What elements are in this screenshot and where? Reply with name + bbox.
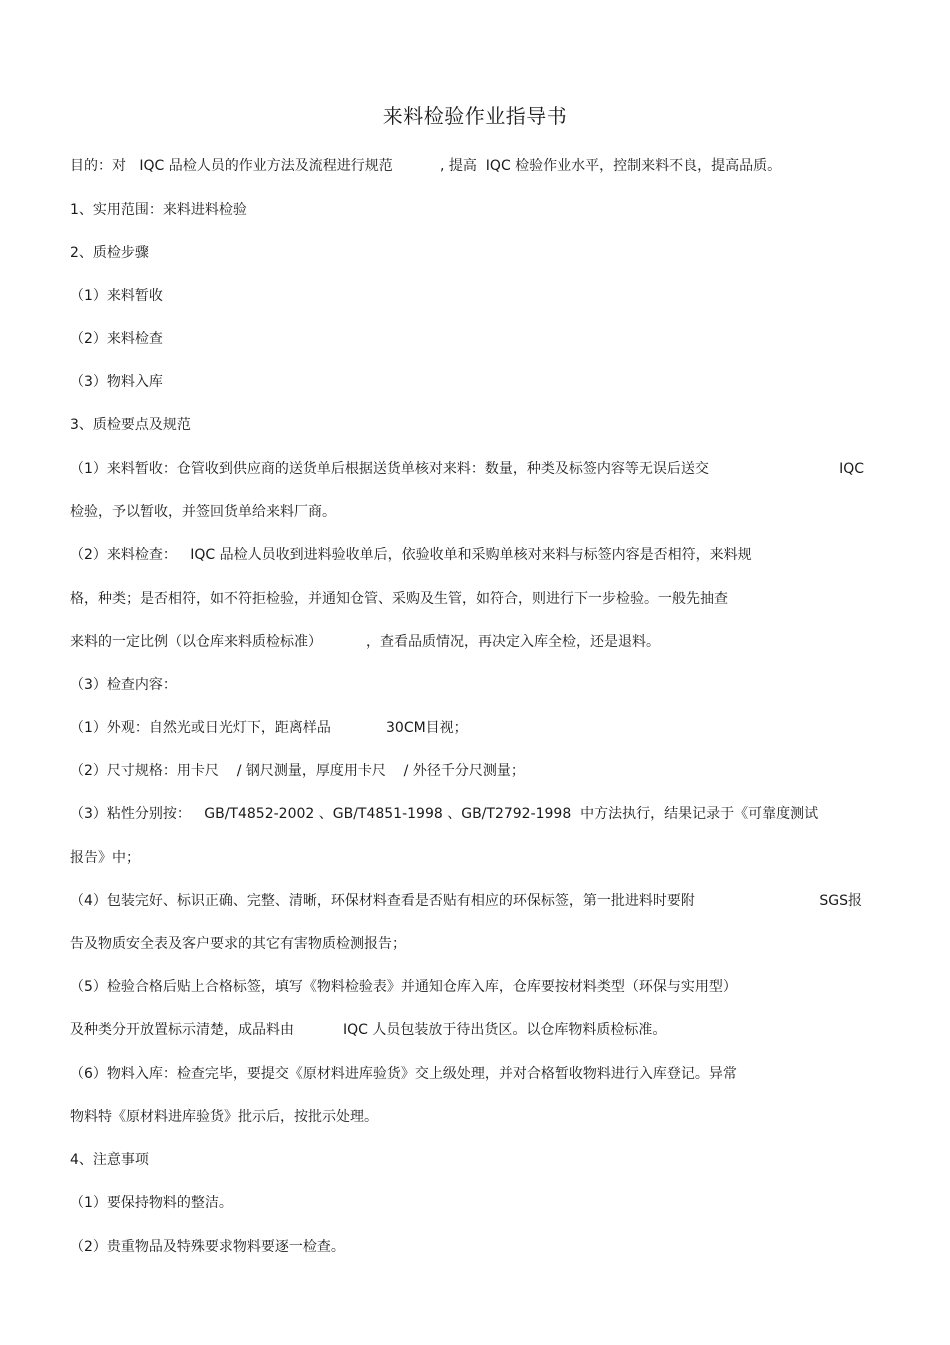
check-item-adhesion: （3）粘性分别按： GB/T4852-2002 、GB/T4851-1998 、GB/T2792-1998 中方法执行，结果记录于《可靠度测试 [70,806,819,822]
section1-scope: 1、实用范围：来料进料检验 [70,202,247,218]
check-item-packaging: 告及物质安全表及客户要求的其它有害物质检测报告； [70,936,406,952]
check-item-labeling: 及种类分开放置标示清楚，成品料由 [70,1022,294,1038]
check-item-dimensions: （2）尺寸规格：用卡尺 / 钢尺测量，厚度用卡尺 / 外径千分尺测量； [70,763,525,779]
section4-item: （2）贵重物品及特殊要求物料要逐一检查。 [70,1239,345,1255]
section3-p1-line: （1）来料暂收：仓管收到供应商的送货单后根据送货单核对来料：数量，种类及标签内容等无误后送交 [70,461,709,477]
section3-p2-line: 来料的一定比例（以仓库来料质检标准） [70,634,322,650]
section3-p2-line: ，查看品质情况，再决定入库全检，还是退料。 [366,634,660,650]
check-item-labeling: （5）检验合格后贴上合格标签，填写《物料检验表》并通知仓库入库，仓库要按材料类型（环保与实用型） [70,979,737,995]
section4-item: （1）要保持物料的整洁。 [70,1195,233,1211]
section3-heading: 3、质检要点及规范 [70,417,191,433]
check-item-storage: 物料特《原材料进库验货》批示后，按批示处理。 [70,1109,378,1125]
section3-p2-line: 格，种类；是否相符，如不符拒检验，并通知仓管、采购及生管，如符合，则进行下一步检验。一般先抽查 [70,591,728,607]
section3-p1-line-tail: IQC [839,461,864,477]
section3-p2-line: （2）来料检查： IQC 品检人员收到进料验收单后，依验收单和采购单核对来料与标签内容是否相符，来料规 [70,547,752,563]
check-item-labeling: IQC 人员包装放于待出货区。以仓库物料质检标准。 [343,1022,667,1038]
check-item-packaging-tail: SGS报 [819,893,862,909]
check-item-appearance: （1）外观：自然光或日光灯下，距离样品 [70,720,331,736]
section2-item: （1）来料暂收 [70,288,163,304]
section3-p3-heading: （3）检查内容： [70,677,177,693]
check-item-appearance-distance: 30CM目视； [386,720,468,736]
section2-item: （2）来料检查 [70,331,163,347]
purpose-text-part1: 目的：对 IQC 品检人员的作业方法及流程进行规范 [70,158,393,174]
section4-heading: 4、注意事项 [70,1152,149,1168]
section3-p1-line: 检验，予以暂收，并签回货单给来料厂商。 [70,504,336,520]
document-title: 来料检验作业指导书 [382,104,568,128]
section2-item: （3）物料入库 [70,374,163,390]
check-item-adhesion: 报告》中； [70,850,140,866]
check-item-storage: （6）物料入库：检查完毕，要提交《原材料进库验货》交上级处理，并对合格暂收物料进行入库登记。异常 [70,1066,737,1082]
check-item-packaging: （4）包装完好、标识正确、完整、清晰，环保材料查看是否贴有相应的环保标签，第一批进料时要附 [70,893,695,909]
section2-heading: 2、质检步骤 [70,245,149,261]
purpose-text-part2: , 提高 IQC 检验作业水平，控制来料不良，提高品质。 [440,158,782,174]
